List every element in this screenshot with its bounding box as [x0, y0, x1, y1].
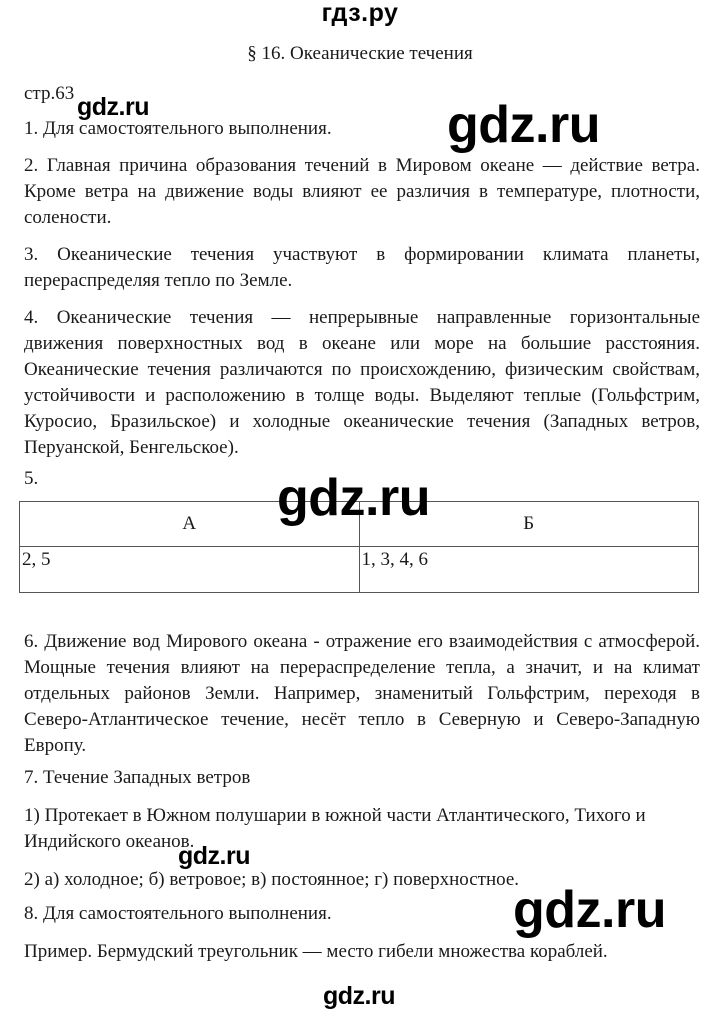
watermark: gdz.ru [447, 96, 600, 154]
watermark: gdz.ru [77, 93, 149, 121]
watermark: gdz.ru [277, 469, 430, 527]
answer-3: 3. Океанические течения участвуют в формировании климата планеты, перераспределяя тепло по Земле. [24, 244, 700, 291]
table-cell-b: 1, 3, 4, 6 [359, 547, 699, 593]
table-header-b: Б [359, 502, 699, 547]
answer-7-part-1: 1) Протекает в Южном полушарии в южной части Атлантического, Тихого и Индийского океанов. [24, 805, 646, 852]
page-title: § 16. Океанические течения [247, 43, 473, 64]
table-row [20, 547, 699, 593]
answer-5-label: 5. [24, 468, 39, 489]
watermark: gdz.ru [178, 842, 250, 870]
answer-8: 8. Для самостоятельного выполнения. [24, 903, 332, 924]
table-header-a: А [20, 502, 360, 547]
answer-8-example: Пример. Бермудский треугольник — место гибели множества кораблей. [24, 941, 608, 962]
answer-7-part-2: 2) а) холодное; б) ветровое; в) постоянное; г) поверхностное. [24, 869, 520, 890]
watermark: gdz.ru [323, 982, 395, 1010]
answer-7-title: 7. Течение Западных ветров [24, 767, 251, 788]
answer-6: 6. Движение вод Мирового океана - отражение его взаимодействия с атмосферой. Мощные течения влияют на перераспределение тепла, а значит, и на климат отдельных районов Земли. Например, знаменитый Гольфстрим, переходя в Северо-Атлантическое течение, несёт тепло в Северную и Северо-Западную Европу. [24, 631, 700, 756]
site-header: гдз.ру [321, 0, 399, 27]
watermark: gdz.ru [513, 881, 666, 939]
answer-1: 1. Для самостоятельного выполнения. [24, 118, 332, 139]
answer-4: 4. Океанические течения — непрерывные направленные горизонтальные движения поверхностных вод в океане или море на большие расстояния. Океанические течения различаются по происхождению, физическим свойствам, устойчивости и расположению в толще воды. Выделяют теплые (Гольфстрим, Куросио, Бразильское) и холодные океанические течения (Западных ветров, Перуанской, Бенгельское). [24, 307, 700, 458]
page-reference: стр.63 [24, 83, 75, 104]
table-cell-a: 2, 5 [20, 547, 360, 593]
answer-2: 2. Главная причина образования течений в Мировом океане — действие ветра. Кроме ветра на движение воды влияют ее различия в температуре, плотности, солености. [24, 155, 700, 228]
